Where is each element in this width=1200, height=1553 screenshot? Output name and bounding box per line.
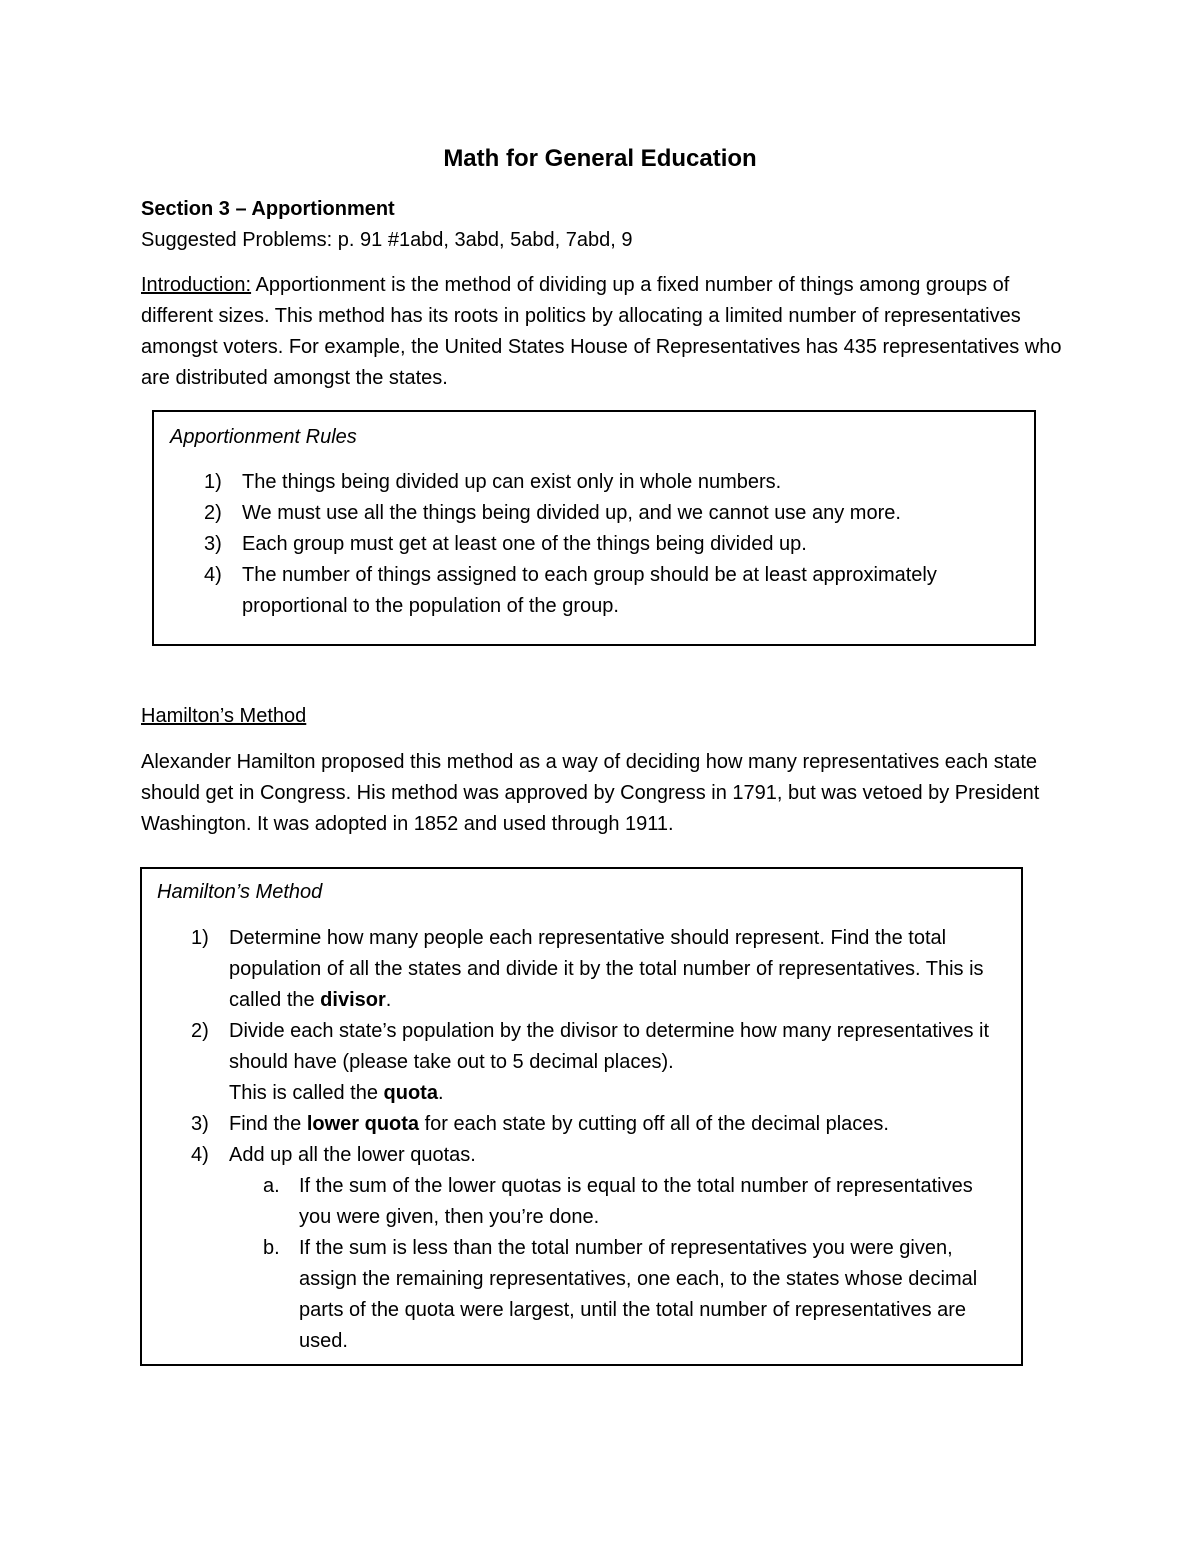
rule-item bbox=[170, 467, 1020, 498]
rule-number: 2) bbox=[204, 502, 222, 524]
rules-list bbox=[170, 467, 1020, 622]
rule-number: 3) bbox=[204, 533, 222, 555]
step-text: Determine how many people each representative should represent. Find the total population of all the states and divide it by the total number of representatives. This is called the bbox=[229, 927, 984, 1011]
substeps-list bbox=[229, 1171, 1007, 1357]
apportionment-rules-box bbox=[152, 410, 1036, 646]
suggested-problems: Suggested Problems: p. 91 #1abd, 3abd, 5abd, 7abd, 9 bbox=[141, 229, 633, 251]
rule-item bbox=[170, 560, 1020, 622]
step-text: Add up all the lower quotas. bbox=[229, 1144, 476, 1166]
step-number: 2) bbox=[191, 1020, 209, 1042]
rules-box-title: Apportionment Rules bbox=[170, 426, 357, 448]
hamilton-steps-list bbox=[157, 923, 1007, 1357]
step-item bbox=[157, 1016, 1007, 1109]
rule-number: 4) bbox=[204, 564, 222, 586]
introduction-label: Introduction: bbox=[141, 274, 252, 296]
step-text-continued: This is called the bbox=[229, 1082, 384, 1104]
substep-letter: a. bbox=[263, 1175, 280, 1197]
step-item bbox=[157, 923, 1007, 1016]
step-text-end: . bbox=[385, 989, 392, 1011]
hamilton-box-title: Hamilton’s Method bbox=[157, 881, 323, 903]
step-item bbox=[157, 1109, 1007, 1140]
introduction-paragraph bbox=[141, 270, 1071, 394]
step-text: Divide each state’s population by the divisor to determine how many representatives it should have (please take out to 5 decimal places). bbox=[229, 1020, 990, 1073]
section-heading: Section 3 – Apportionment bbox=[141, 198, 395, 220]
page-title: Math for General Education bbox=[443, 145, 757, 172]
step-number: 3) bbox=[191, 1113, 209, 1135]
rule-text: The number of things assigned to each group should be at least approximately proportional to the population of the group. bbox=[242, 564, 937, 617]
step-term: lower quota bbox=[306, 1113, 420, 1135]
substep-text: If the sum of the lower quotas is equal to the total number of representatives you were given, then you’re done. bbox=[299, 1175, 973, 1228]
rule-item bbox=[170, 498, 1020, 529]
rule-item bbox=[170, 529, 1020, 560]
hamilton-paragraph: Alexander Hamilton proposed this method as a way of deciding how many representatives each state should get in Congress. His method was approved by Congress in 1791, but was vetoed by President Washington. It was adopted in 1852 and used through 1911. bbox=[141, 751, 1040, 835]
step-item bbox=[157, 1140, 1007, 1357]
substep-letter: b. bbox=[263, 1237, 280, 1259]
rule-text: The things being divided up can exist only in whole numbers. bbox=[242, 471, 782, 493]
step-text-end: . bbox=[437, 1082, 444, 1104]
rule-text: Each group must get at least one of the things being divided up. bbox=[242, 533, 807, 555]
step-number: 1) bbox=[191, 927, 209, 949]
step-term: divisor bbox=[320, 989, 386, 1011]
introduction-text: Apportionment is the method of dividing up a fixed number of things among groups of different sizes. This method has its roots in politics by allocating a limited number of representatives amongst voters. For example, the United States House of Representatives has 435 representatives who are distributed amongst the states. bbox=[141, 274, 1062, 389]
substep-text: If the sum is less than the total number of representatives you were given, assign the remaining representatives, one each, to the states whose decimal parts of the quota were largest, until the total number of representatives are used. bbox=[299, 1237, 978, 1352]
hamilton-heading: Hamilton’s Method bbox=[141, 705, 307, 727]
hamilton-method-box bbox=[140, 867, 1023, 1366]
rule-text: We must use all the things being divided up, and we cannot use any more. bbox=[242, 502, 901, 524]
substep-item bbox=[157, 1171, 1007, 1233]
step-text: Find the bbox=[229, 1113, 307, 1135]
step-term: quota bbox=[383, 1082, 438, 1104]
step-number: 4) bbox=[191, 1144, 209, 1166]
substep-item bbox=[157, 1233, 1007, 1357]
step-text-end: for each state by cutting off all of the decimal places. bbox=[419, 1113, 889, 1135]
rule-number: 1) bbox=[204, 471, 222, 493]
